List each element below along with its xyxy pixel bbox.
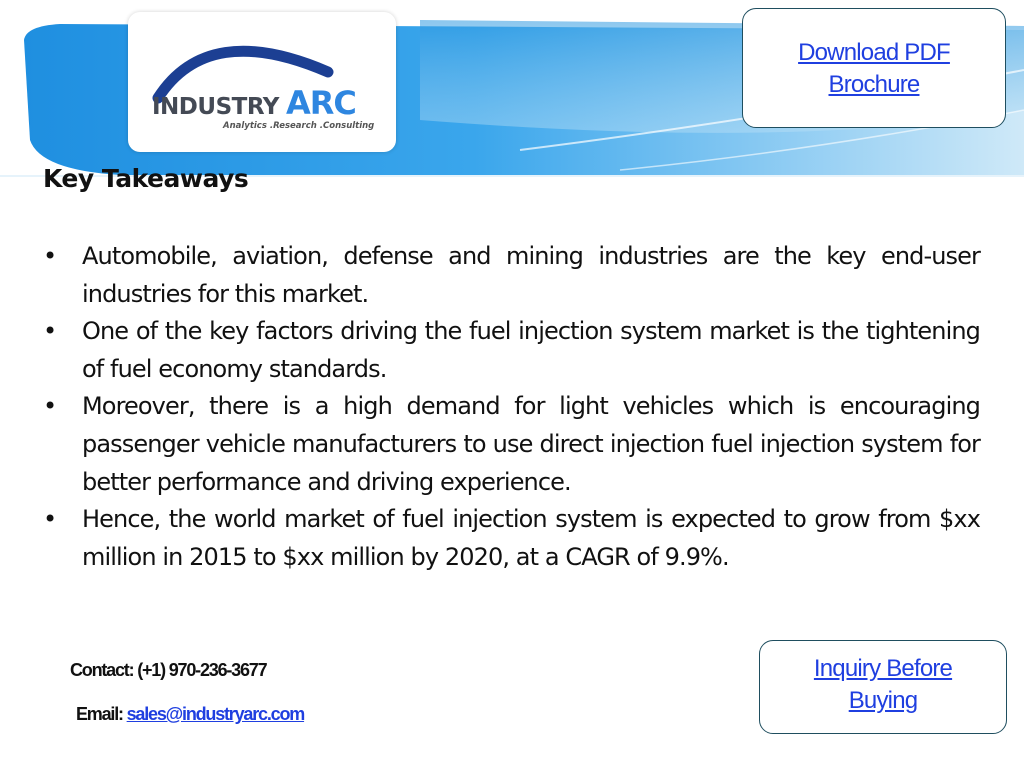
list-item	[43, 501, 980, 576]
inquiry-callout	[759, 640, 1007, 734]
inquiry-before-buying-link[interactable]	[814, 655, 952, 714]
download-pdf-link[interactable]	[798, 39, 950, 98]
list-item-text: Moreover, there is a high demand for light vehicles which is encouraging passenger vehicle manufacturers to use direct injection fuel injection system for better performance and driving experience.	[82, 392, 980, 496]
list-item-text: One of the key factors driving the fuel injection system market is the tightening of fuel economy standards.	[82, 317, 980, 383]
bullet-marker: •	[43, 505, 57, 534]
download-brochure-callout	[742, 8, 1006, 128]
logo-arc-text: ARC	[286, 84, 356, 122]
contact-line	[70, 660, 266, 681]
inquiry-link-line1: Inquiry Before	[813, 655, 953, 682]
inquiry-link-line2: Buying	[848, 687, 918, 714]
bullet-marker: •	[43, 317, 57, 346]
logo-word: INDUSTRY	[152, 94, 279, 120]
download-pdf-link-line2: Brochure	[828, 71, 920, 98]
email-link[interactable]: sales@industryarc.com	[126, 704, 305, 724]
list-item-text: Hence, the world market of fuel injection system is expected to grow from $xx million in 2015 to $xx million by 2020, at a CAGR of 9.9%.	[82, 505, 980, 571]
logo-card	[128, 12, 396, 152]
list-item	[43, 238, 980, 313]
email-line	[76, 704, 304, 725]
bullet-marker: •	[43, 242, 57, 270]
industryarc-logo	[128, 12, 396, 152]
page-title: Key Takeaways	[43, 164, 249, 193]
takeaways-list	[43, 238, 980, 576]
logo-tagline: Analytics .Research .Consulting	[223, 121, 375, 131]
list-item	[43, 313, 980, 388]
list-item	[43, 388, 980, 501]
bullet-marker: •	[43, 392, 57, 421]
contact-label: Contact: (+1)	[70, 660, 169, 680]
list-item-text: Automobile, aviation, defense and mining industries are the key end-user industries for this market.	[82, 242, 980, 308]
contact-number: 970-236-3677	[168, 660, 267, 680]
email-label: Email:	[76, 704, 127, 724]
download-pdf-link-line1: Download PDF	[798, 39, 950, 66]
